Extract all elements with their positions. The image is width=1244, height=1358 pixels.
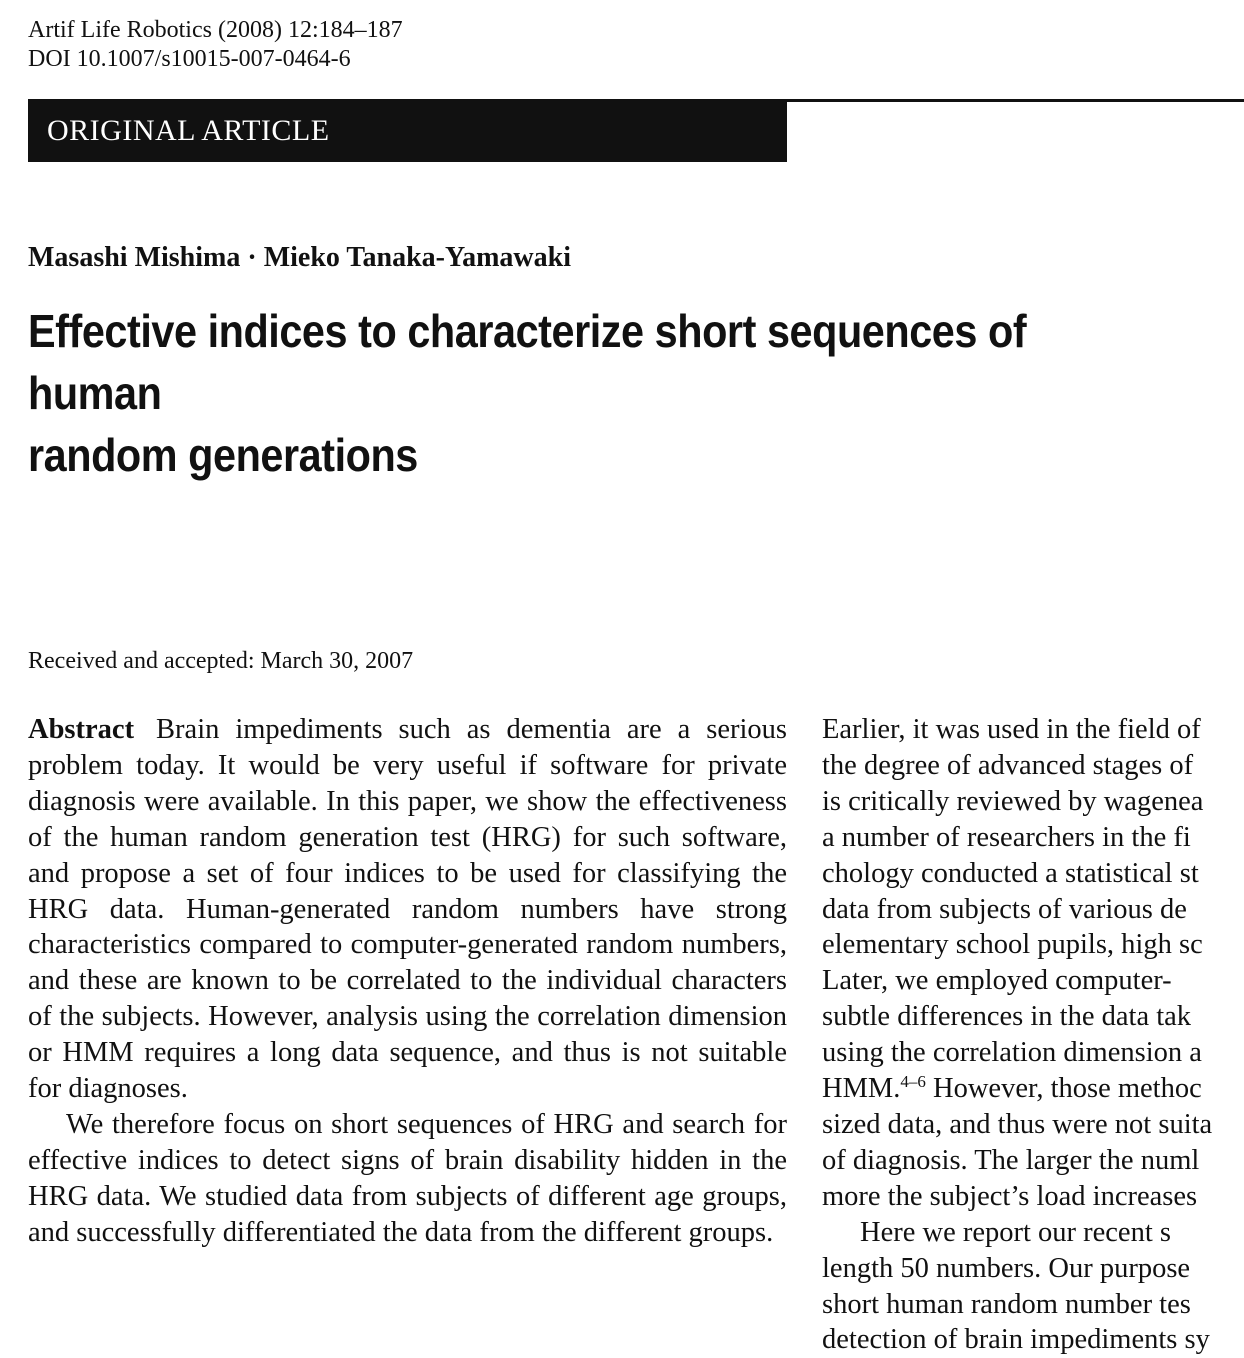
- body-line: using the correlation dimension a: [822, 1037, 1202, 1069]
- body-line: sized data, and thus were not suita: [822, 1108, 1213, 1140]
- body-line: Here we report our recent s: [860, 1216, 1171, 1248]
- body-line: is critically reviewed by wagenea: [822, 785, 1204, 817]
- body-line: subtle differences in the data tak: [822, 1001, 1192, 1033]
- body-line: [822, 1071, 1244, 1107]
- body-line: chology conducted a statistical st: [822, 857, 1199, 889]
- body-line: of diagnosis. The larger the numl: [822, 1144, 1200, 1176]
- journal-info: [28, 16, 403, 74]
- body-line: Earlier, it was used in the field of: [822, 714, 1201, 745]
- hmm-continuation: However, those methoc: [925, 1073, 1202, 1105]
- citation-superscript: 4–6: [900, 1072, 926, 1092]
- abstract-column: [28, 712, 787, 1251]
- journal-citation: Artif Life Robotics (2008) 12:184–187: [28, 17, 403, 43]
- abstract-text: Brain impediments such as dementia are a serious problem today. It would be very useful if software for private diagnosis were available. In this paper, we show the effectiveness of the human random generation test (HRG) for such software, and propose a set of four indices to be used for classifying the HRG data. Human-generated random numbers have strong characteristics compared to computer-generated random numbers, and these are known to be correlated to the individual characters of the subjects. However, analysis using the correlation dimension or HMM requires a long data sequence, and thus is not suitable for diagnoses.: [28, 714, 788, 1105]
- abstract-paragraph: [28, 712, 787, 1107]
- journal-doi: DOI 10.1007/s10015-007-0464-6: [28, 46, 351, 72]
- title-line: Effective indices to characterize short sequences of human: [28, 305, 1027, 419]
- abstract-paragraph: We therefore focus on short sequences of HRG and search for effective indices to detect signs of brain disability hidden in the HRG data. We studied data from subjects of different age groups, and successfully differentiated the data from the different groups.: [28, 1108, 787, 1248]
- paper-title: [28, 300, 1126, 486]
- author-name: Masashi Mishima: [28, 242, 241, 273]
- author-name: Mieko Tanaka-Yamawaki: [263, 242, 571, 273]
- author-list: [28, 238, 571, 278]
- body-line: elementary school pupils, high sc: [822, 929, 1203, 961]
- body-line: a number of researchers in the fi: [822, 821, 1191, 853]
- received-date: Received and accepted: March 30, 2007: [28, 648, 414, 674]
- body-line: the degree of advanced stages of: [822, 749, 1194, 781]
- body-column: [822, 712, 1244, 1356]
- abstract-label: Abstract: [28, 714, 135, 745]
- body-line: Later, we employed computer-: [822, 965, 1172, 997]
- body-line: length 50 numbers. Our purpose: [822, 1252, 1191, 1284]
- body-line: data from subjects of various de: [822, 893, 1187, 925]
- body-line: short human random number tes: [822, 1288, 1191, 1320]
- author-separator: ·: [247, 242, 257, 273]
- body-line: more the subject’s load increases: [822, 1180, 1198, 1212]
- hmm-text: HMM.: [822, 1073, 901, 1105]
- article-type-banner: ORIGINAL ARTICLE: [28, 100, 787, 162]
- title-line: random generations: [28, 429, 418, 481]
- body-line: detection of brain impediments sy: [822, 1324, 1210, 1356]
